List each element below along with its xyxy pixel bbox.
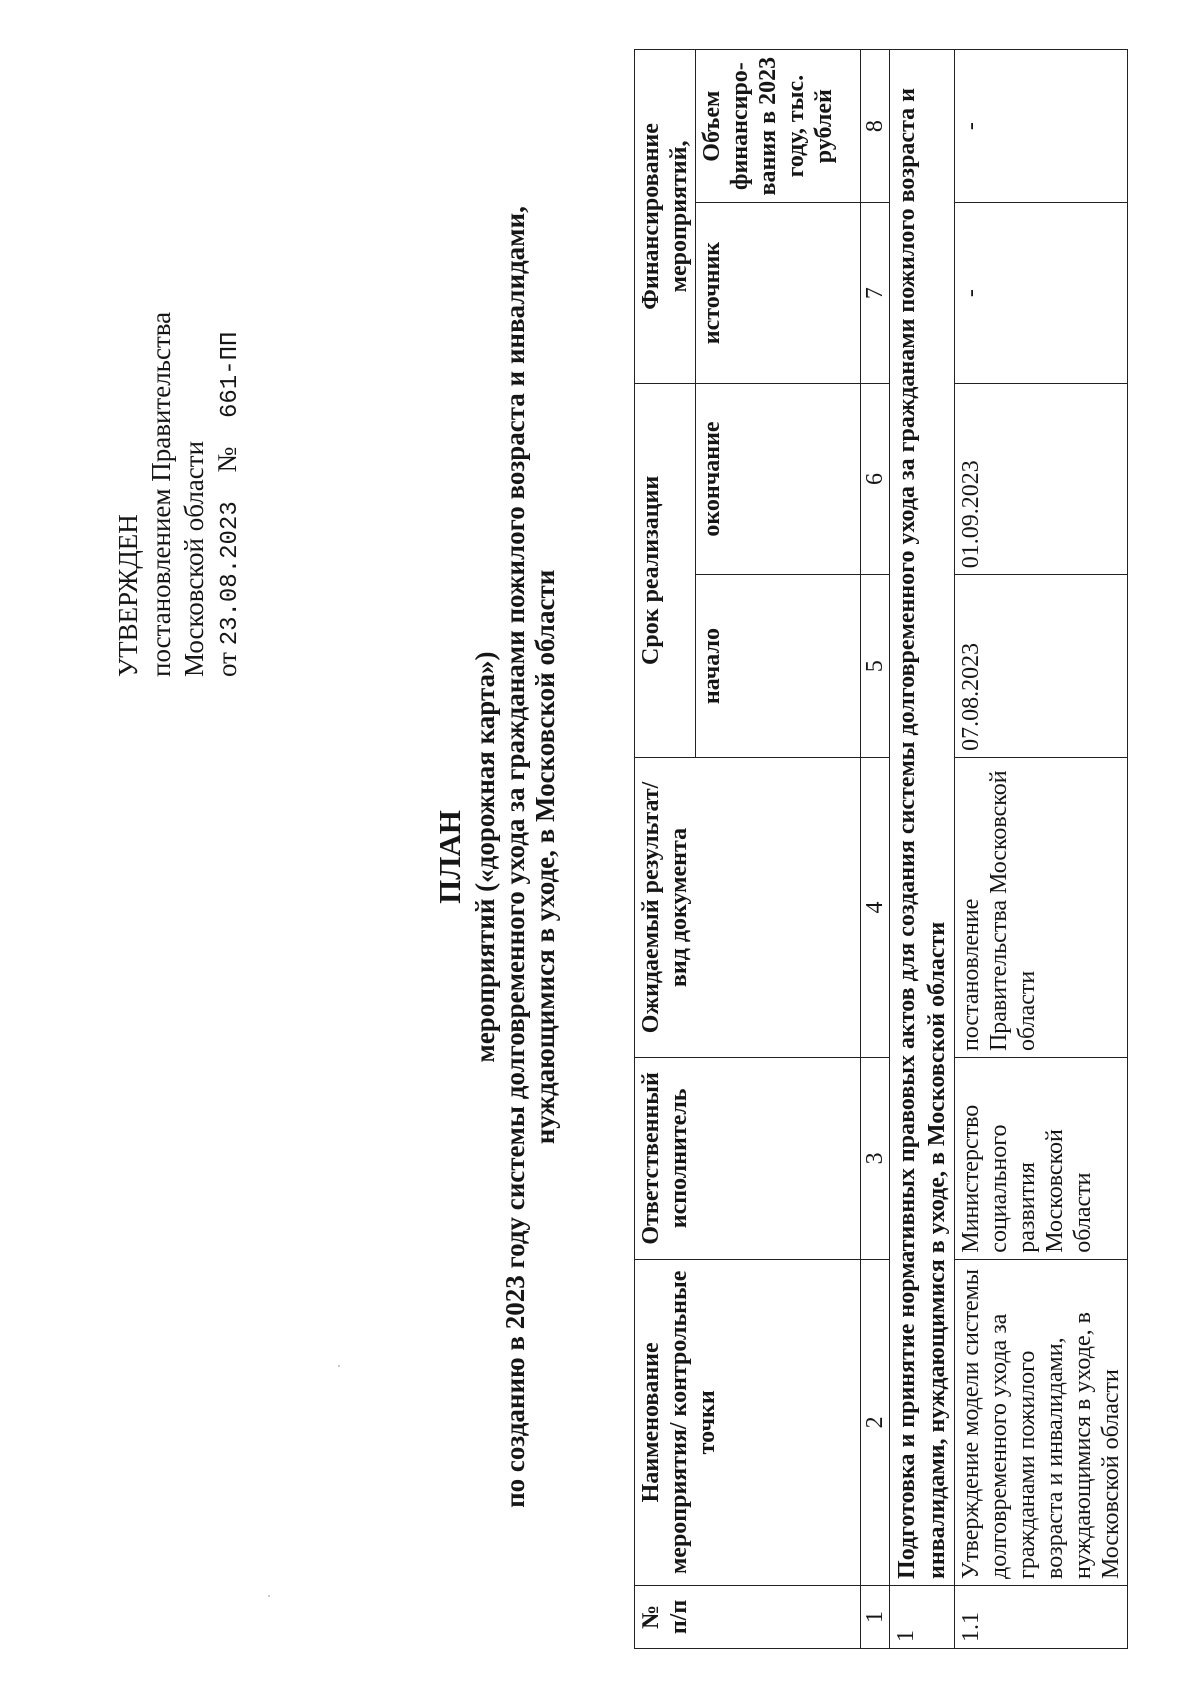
approval-date-prefix: от bbox=[212, 652, 242, 677]
scan-speck bbox=[268, 1595, 270, 1597]
column-number: 4 bbox=[861, 757, 890, 1057]
scan-speck bbox=[338, 1365, 340, 1367]
table-row bbox=[955, 50, 1128, 1649]
heading-line-1: мероприятий («дорожная карта») bbox=[470, 651, 500, 1063]
approval-number: 661-ПП bbox=[217, 331, 244, 418]
approval-number-sign: № bbox=[212, 446, 242, 473]
header-financing: Финансирование мероприятий, bbox=[635, 50, 696, 384]
header-start: начало bbox=[696, 575, 861, 758]
section-title: Подготовка и принятие нормативных правовых актов для создания системы долговременного ухода за гражданами пожилого возраста и инвалидами, нуждающимися в уходе, в Московской области bbox=[890, 50, 955, 1586]
column-number: 7 bbox=[861, 203, 890, 384]
plan-table bbox=[634, 49, 1128, 1649]
row-start: 07.08.2023 bbox=[955, 575, 1128, 758]
column-number: 1 bbox=[861, 1585, 890, 1648]
approval-date: 23.08.2023 bbox=[217, 501, 244, 646]
section-row bbox=[890, 50, 955, 1649]
heading-line-3: нуждающимися в уходе, в Московской области bbox=[530, 569, 560, 1145]
approval-by: постановлением Правительства bbox=[146, 311, 176, 677]
approval-stamp-title: УТВЕРЖДЕН bbox=[113, 514, 143, 677]
row-num: 1.1 bbox=[955, 1585, 1128, 1648]
column-number: 6 bbox=[861, 383, 890, 574]
column-number: 8 bbox=[861, 50, 890, 203]
row-source: - bbox=[955, 203, 1128, 384]
section-num: 1 bbox=[890, 1585, 955, 1648]
header-num: № п/п bbox=[635, 1585, 861, 1648]
row-volume: - bbox=[955, 50, 1128, 203]
column-number: 5 bbox=[861, 575, 890, 758]
row-name: Утверждение модели системы долговременного ухода за гражданами пожилого возраста и инвалидами, нуждающимися в уходе, в Московской области bbox=[955, 1259, 1128, 1585]
header-period: Срок реализации bbox=[635, 383, 696, 757]
header-name: Наименование мероприятия/ контрольные точки bbox=[635, 1259, 861, 1585]
document-heading bbox=[430, 177, 560, 1537]
approval-block bbox=[112, 312, 247, 677]
header-volume: Объем финансиро-вания в 2023 году, тыс. рублей bbox=[696, 50, 861, 203]
column-number: 3 bbox=[861, 1058, 890, 1260]
header-end: окончание bbox=[696, 383, 861, 574]
header-executor: Ответственный исполнитель bbox=[635, 1058, 861, 1260]
row-executor: Министерство социального развития Московской области bbox=[955, 1058, 1128, 1260]
approval-date-line bbox=[211, 312, 247, 677]
row-end: 01.09.2023 bbox=[955, 383, 1128, 574]
document-title: ПЛАН bbox=[432, 810, 467, 904]
header-row bbox=[635, 50, 696, 1649]
column-number-row bbox=[861, 50, 890, 1649]
column-number: 2 bbox=[861, 1259, 890, 1585]
heading-line-2: по созданию в 2023 году системы долговременного ухода за гражданами пожилого возраста и инвалидами, bbox=[500, 206, 530, 1508]
header-result: Ожидаемый результат/вид документа bbox=[635, 757, 861, 1057]
row-result: постановление Правительства Московской области bbox=[955, 757, 1128, 1057]
approval-region: Московской области bbox=[179, 440, 209, 677]
header-source: источник bbox=[696, 203, 861, 384]
